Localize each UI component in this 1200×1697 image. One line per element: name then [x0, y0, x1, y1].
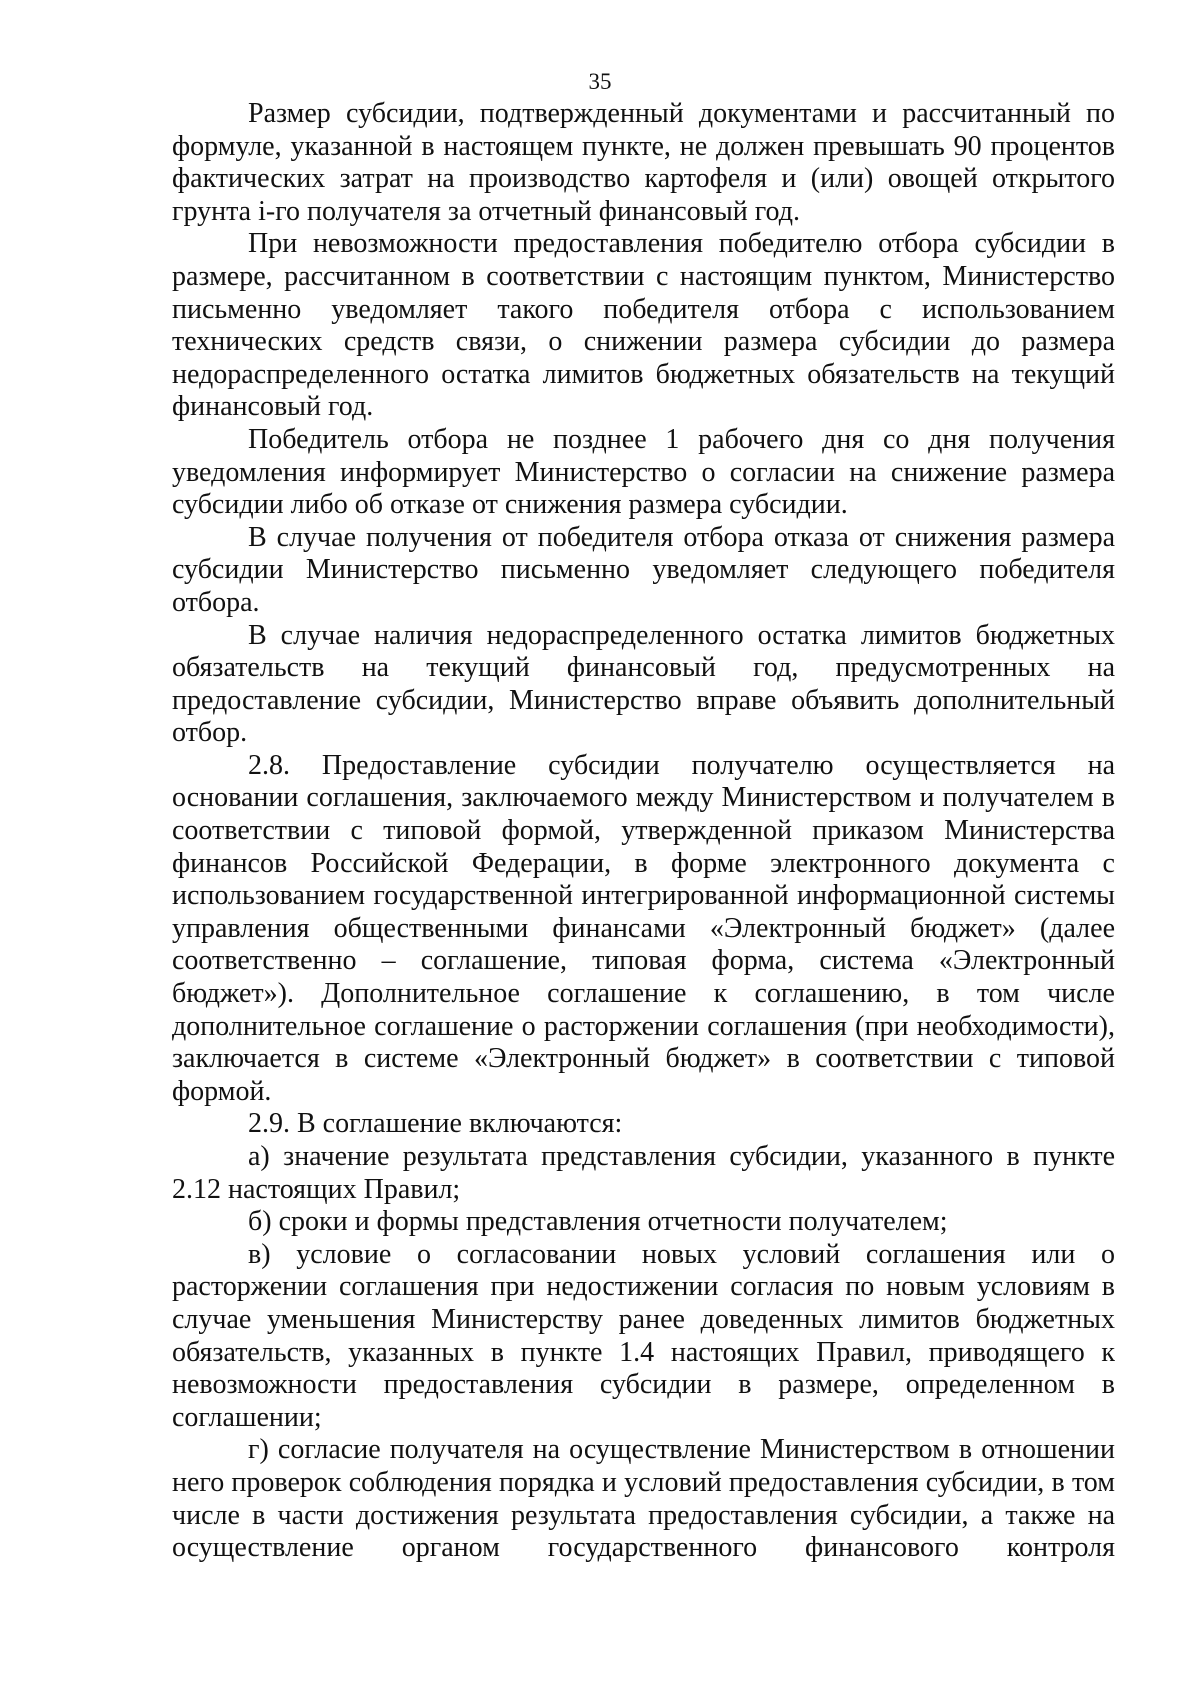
paragraph-subsidy-size: Размер субсидии, подтвержденный документами и рассчитанный по формуле, указанной в настоящем пункте, не должен превышать 90 процентов фактических затрат на производство картофеля и (или) овощей открытого грунта i-го получателя за отчетный финансовый год. — [172, 98, 1115, 227]
paragraph-winner-response: Победитель отбора не позднее 1 рабочего дня со дня получения уведомления информирует Министерство о согласии на снижение размера субсидии либо об отказе от снижения размера субсидии. — [172, 423, 1115, 521]
list-item-b: б) сроки и формы представления отчетности получателем; — [248, 1206, 948, 1238]
paragraph-2-8-agreement: 2.8. Предоставление субсидии получателю осуществляется на основании соглашения, заключаемого между Министерством и получателем в соответствии с типовой формой, утвержденной приказом Министерства финансов Российской Федерации, в форме электронного документа с использованием государственной интегрированной информационной системы управления общественными финансами «Электронный бюджет» (далее соответственно – соглашение, типовая форма, система «Электронный бюджет»). Дополнительное соглашение к соглашению, в том числе дополнительное соглашение о расторжении соглашения (при необходимости), заключается в системе «Электронный бюджет» в соответствии с типовой формой. — [172, 749, 1115, 1107]
list-item-g: г) согласие получателя на осуществление Министерством в отношении него проверок соблюдения порядка и условий предоставления субсидии, в том числе в части достижения результата предоставления субсидии, а также на осуществление органом государственного финансового контроля — [172, 1434, 1115, 1564]
document-body — [172, 98, 1115, 1565]
page-number: 35 — [588, 69, 612, 94]
list-item-v: в) условие о согласовании новых условий соглашения или о расторжении соглашения при недостижении согласия по новым условиям в случае уменьшения Министерству ранее доведенных лимитов бюджетных обязательств, указанных в пункте 1.4 настоящих Правил, приводящего к невозможности предоставления субсидии в размере, определенном в соглашении; — [172, 1238, 1115, 1433]
paragraph-subsidy-reduction-notice: При невозможности предоставления победителю отбора субсидии в размере, рассчитанном в соответствии с настоящим пунктом, Министерство письменно уведомляет такого победителя отбора с использованием технических средств связи, о снижении размера субсидии до размера недораспределенного остатка лимитов бюджетных обязательств на текущий финансовый год. — [172, 228, 1115, 423]
paragraph-2-9-heading: 2.9. В соглашение включаются: — [248, 1108, 623, 1140]
paragraph-refusal-case: В случае получения от победителя отбора отказа от снижения размера субсидии Министерство письменно уведомляет следующего победителя отбора. — [172, 521, 1115, 618]
list-item-a: а) значение результата представления субсидии, указанного в пункте 2.12 настоящих Правил; — [172, 1141, 1115, 1205]
paragraph-additional-selection: В случае наличия недораспределенного остатка лимитов бюджетных обязательств на текущий финансовый год, предусмотренных на предоставление субсидии, Министерство вправе объявить дополнительный отбор. — [172, 619, 1115, 749]
